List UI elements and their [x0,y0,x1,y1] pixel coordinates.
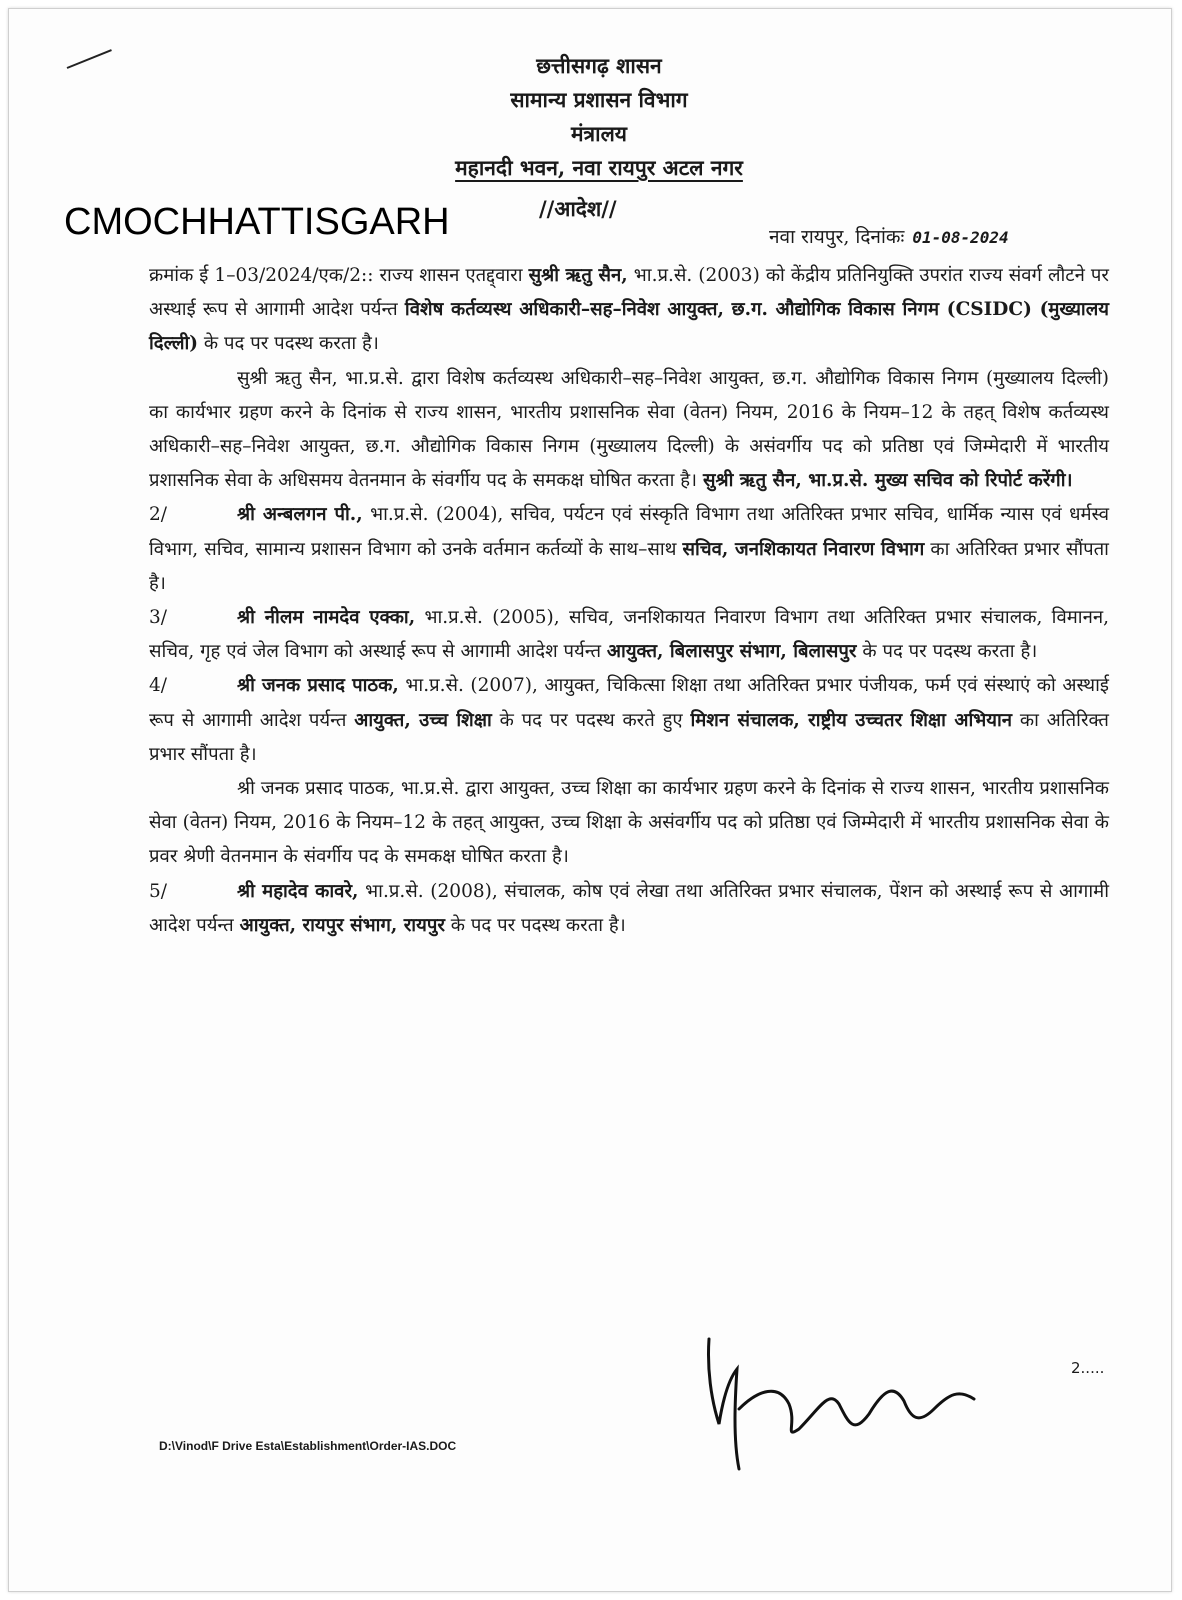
paragraph-5: 5/ श्री महादेव कावरे, भा.प्र.से. (2008), संचालक, कोष एवं लेखा तथा अतिरिक्त प्रभार संचालक, पेंशन को अस्थाई रूप से आगामी आदेश पर्यन्त आयुक्त, रायपुर संभाग, रायपुर के पद पर पदस्थ करता है। [149,875,1109,943]
paragraph-2: 2/ श्री अन्बलगन पी., भा.प्र.से. (2004), सचिव, पर्यटन एवं संस्कृति विभाग तथा अतिरिक्त प्रभार सचिव, धार्मिक न्यास एवं धर्मस्व विभाग, सचिव, सामान्य प्रशासन विभाग को उनके वर्तमान कर्तव्यों के साथ–साथ सचिव, जनशिकायत निवारण विभाग का अतिरिक्त प्रभार सौंपता है। [149,498,1109,601]
order-body [149,259,1109,943]
posting: आयुक्त, रायपुर संभाग, रायपुर [239,914,445,936]
officer-name: श्री महादेव कावरे, [237,880,359,902]
office-address: महानदी भवन, नवा रायपुर अटल नगर [455,155,743,180]
paragraph-1: क्रमांक ई 1–03/2024/एक/2:: राज्य शासन एतद्द्वारा सुश्री ऋतु सैन, भा.प्र.से. (2003) को केंद्रीय प्रतिनियुक्ति उपरांत राज्य संवर्ग लौटने पर अस्थाई रूप से आगामी आदेश पर्यन्त विशेष कर्तव्यस्थ अधिकारी–सह–निवेश आयुक्त, छ.ग. औद्योगिक विकास निगम (CSIDC) (मुख्यालय दिल्ली) के पद पर पदस्थ करता है। [149,265,1109,355]
officer-name: सुश्री ऋतु सैन, [528,265,628,286]
officer-name: श्री अन्बलगन पी., [237,504,363,526]
posting: विशेष कर्तव्यस्थ अधिकारी–सह–निवेश आयुक्त, छ.ग. औद्योगिक विकास निगम (CSIDC) (मुख्यालय दिल्ली) [149,299,1109,355]
next-page-marker: 2..... [1071,1359,1105,1377]
additional-charge: मिशन संचालक, राष्ट्रीय उच्चतर शिक्षा अभियान [690,709,1013,731]
para-number: 2/ [149,504,168,526]
dateline [769,223,1009,249]
officer-name: श्री जनक प्रसाद पाठक, [237,675,399,697]
document-page [8,8,1172,1592]
date-label: नवा रायपुर, दिनांकः [769,226,905,248]
para-number: 3/ [149,607,168,629]
reporting-note: सुश्री ऋतु सैन, भा.प्र.से. मुख्य सचिव को रिपोर्ट करेंगी। [702,470,1073,492]
officer-name: श्री नीलम नामदेव एक्का, [237,607,416,629]
signature-image [689,1329,1049,1479]
department-name: सामान्य प्रशासन विभाग [510,87,688,112]
date-value: 01-08-2024 [912,228,1009,247]
paragraph-4: 4/ श्री जनक प्रसाद पाठक, भा.प्र.से. (2007), आयुक्त, चिकित्सा शिक्षा तथा अतिरिक्त प्रभार पंजीयक, फर्म एवं संस्थाएं को अस्थाई रूप से आगामी आदेश पर्यन्त आयुक्त, उच्च शिक्षा के पद पर पदस्थ करते हुए मिशन संचालक, राष्ट्रीय उच्चतर शिक्षा अभियान का अतिरिक्त प्रभार सौंपता है। [149,669,1109,772]
govt-name: छत्तीसगढ़ शासन [536,53,662,78]
ministry-name: मंत्रालय [570,121,627,146]
posting: सचिव, जनशिकायत निवारण विभाग [682,538,925,560]
pen-mark [67,49,112,69]
file-path: D:\Vinod\F Drive Esta\Establishment\Order-IAS.DOC [159,1439,457,1453]
paragraph-3: 3/ श्री नीलम नामदेव एक्का, भा.प्र.से. (2005), सचिव, जनशिकायत निवारण विभाग तथा अतिरिक्त प्रभार संचालक, विमानन, सचिव, गृह एवं जेल विभाग को अस्थाई रूप से आगामी आदेश पर्यन्त आयुक्त, बिलासपुर संभाग, बिलासपुर के पद पर पदस्थ करता है। [149,601,1109,669]
para-number: 4/ [149,675,168,697]
paragraph-4b: श्री जनक प्रसाद पाठक, भा.प्र.से. द्वारा आयुक्त, उच्च शिक्षा का कार्यभार ग्रहण करने के दिनांक से राज्य शासन, भारतीय प्रशासनिक सेवा (वेतन) नियम, 2016 के नियम–12 के तहत् आयुक्त, उच्च शिक्षा के असंवर्गीय पद को प्रतिष्ठा एवं जिम्मेदारी में भारतीय प्रशासनिक सेवा के प्रवर श्रेणी वेतनमान के संवर्गीय पद के समकक्ष घोषित करता है। [149,778,1109,868]
order-title: //आदेश// [539,196,617,221]
posting: आयुक्त, बिलासपुर संभाग, बिलासपुर [606,641,857,663]
paragraph-1b: सुश्री ऋतु सैन, भा.प्र.से. द्वारा विशेष कर्तव्यस्थ अधिकारी–सह–निवेश आयुक्त, छ.ग. औद्योगिक विकास निगम (मुख्यालय दिल्ली) का कार्यभार ग्रहण करने के दिनांक से राज्य शासन, भारतीय प्रशासनिक सेवा (वेतन) नियम, 2016 के नियम–12 के तहत् विशेष कर्तव्यस्थ अधिकारी–सह–निवेश आयुक्त, छ.ग. औद्योगिक विकास निगम (मुख्यालय दिल्ली) के असंवर्गीय पद को प्रतिष्ठा एवं जिम्मेदारी में भारतीय प्रशासनिक सेवा के अधिसमय वेतनमान के संवर्गीय पद के समकक्ष घोषित करता है। सुश्री ऋतु सैन, भा.प्र.से. मुख्य सचिव को रिपोर्ट करेंगी। [149,367,1109,492]
posting: आयुक्त, उच्च शिक्षा [354,709,492,731]
para-number: 5/ [149,880,168,902]
watermark-text: CMOCHHATTISGARH [64,201,450,243]
letterhead [389,49,809,185]
